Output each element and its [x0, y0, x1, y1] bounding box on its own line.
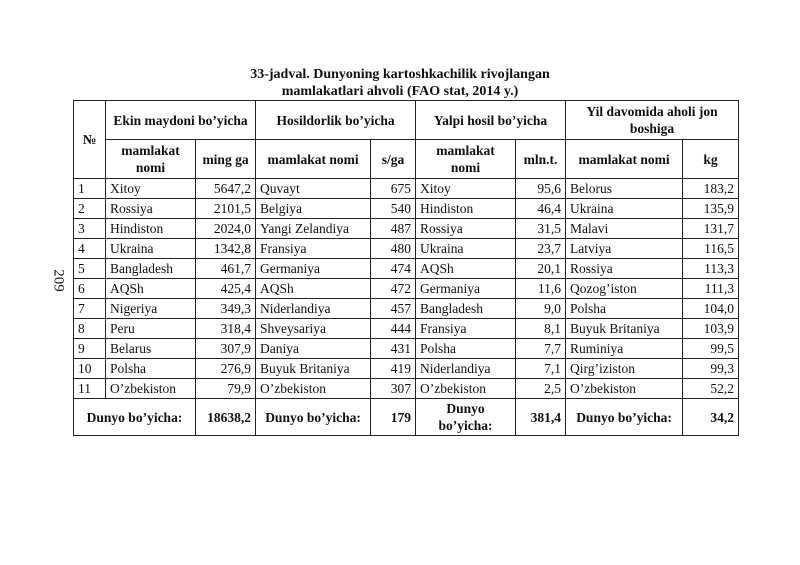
- header-row-subcolumns: [74, 140, 739, 179]
- table-row: [74, 199, 739, 219]
- yield-country: Germaniya: [256, 259, 371, 279]
- per-capita-country: Malavi: [566, 219, 683, 239]
- yield-value: 480: [371, 239, 416, 259]
- per-capita-country: Qirg’iziston: [566, 359, 683, 379]
- table-row: [74, 219, 739, 239]
- per-capita-value: 111,3: [683, 279, 739, 299]
- per-capita-value: 183,2: [683, 179, 739, 199]
- harvest-value: 46,4: [516, 199, 566, 219]
- area-value: 2101,5: [196, 199, 256, 219]
- harvest-country: Germaniya: [416, 279, 516, 299]
- row-number: 11: [74, 379, 106, 399]
- table-row: [74, 279, 739, 299]
- area-country: Xitoy: [106, 179, 196, 199]
- row-number: 3: [74, 219, 106, 239]
- header-per-capita: Yil davomida aholi jon boshiga: [566, 101, 739, 140]
- per-capita-country: Latviya: [566, 239, 683, 259]
- table-row: [74, 319, 739, 339]
- header-unit-1: ming ga: [196, 140, 256, 179]
- yield-value: 540: [371, 199, 416, 219]
- harvest-value: 20,1: [516, 259, 566, 279]
- per-capita-value: 131,7: [683, 219, 739, 239]
- area-value: 79,9: [196, 379, 256, 399]
- harvest-country: Polsha: [416, 339, 516, 359]
- area-value: 307,9: [196, 339, 256, 359]
- total-value-3: 381,4: [516, 399, 566, 436]
- area-value: 318,4: [196, 319, 256, 339]
- row-number: 7: [74, 299, 106, 319]
- per-capita-value: 99,5: [683, 339, 739, 359]
- area-country: Rossiya: [106, 199, 196, 219]
- per-capita-value: 116,5: [683, 239, 739, 259]
- yield-value: 675: [371, 179, 416, 199]
- harvest-value: 7,7: [516, 339, 566, 359]
- table-row: [74, 299, 739, 319]
- yield-country: Buyuk Britaniya: [256, 359, 371, 379]
- area-value: 461,7: [196, 259, 256, 279]
- total-value-1: 18638,2: [196, 399, 256, 436]
- potato-statistics-table: [73, 100, 739, 436]
- harvest-value: 31,5: [516, 219, 566, 239]
- table-row: [74, 259, 739, 279]
- per-capita-country: Polsha: [566, 299, 683, 319]
- table-row: [74, 179, 739, 199]
- table-row: [74, 339, 739, 359]
- area-country: Belarus: [106, 339, 196, 359]
- table-row: [74, 239, 739, 259]
- harvest-country: Fransiya: [416, 319, 516, 339]
- total-label-1: Dunyo bo’yicha:: [74, 399, 196, 436]
- title-line-2: mamlakatlari ahvoli (FAO stat, 2014 y.): [281, 84, 519, 99]
- per-capita-value: 52,2: [683, 379, 739, 399]
- per-capita-value: 103,9: [683, 319, 739, 339]
- row-number: 4: [74, 239, 106, 259]
- area-country: Nigeriya: [106, 299, 196, 319]
- yield-country: AQSh: [256, 279, 371, 299]
- yield-country: Niderlandiya: [256, 299, 371, 319]
- per-capita-value: 104,0: [683, 299, 739, 319]
- area-country: AQSh: [106, 279, 196, 299]
- per-capita-country: O’zbekiston: [566, 379, 683, 399]
- harvest-country: Hindiston: [416, 199, 516, 219]
- area-country: Ukraina: [106, 239, 196, 259]
- yield-country: Belgiya: [256, 199, 371, 219]
- yield-country: Quvayt: [256, 179, 371, 199]
- table-body: [74, 179, 739, 399]
- header-gross-harvest: Yalpi hosil bo’yicha: [416, 101, 566, 140]
- table-row: [74, 379, 739, 399]
- table-title: [0, 66, 800, 100]
- yield-value: 474: [371, 259, 416, 279]
- area-value: 349,3: [196, 299, 256, 319]
- per-capita-country: Qozog’iston: [566, 279, 683, 299]
- total-value-4: 34,2: [683, 399, 739, 436]
- header-area: Ekin maydoni bo’yicha: [106, 101, 256, 140]
- harvest-value: 2,5: [516, 379, 566, 399]
- area-value: 5647,2: [196, 179, 256, 199]
- header-country-4: mamlakat nomi: [566, 140, 683, 179]
- yield-country: Yangi Zelandiya: [256, 219, 371, 239]
- per-capita-country: Ukraina: [566, 199, 683, 219]
- harvest-value: 7,1: [516, 359, 566, 379]
- yield-country: O’zbekiston: [256, 379, 371, 399]
- yield-country: Daniya: [256, 339, 371, 359]
- harvest-value: 9,0: [516, 299, 566, 319]
- header-unit-4: kg: [683, 140, 739, 179]
- per-capita-value: 135,9: [683, 199, 739, 219]
- row-number: 6: [74, 279, 106, 299]
- area-country: Hindiston: [106, 219, 196, 239]
- per-capita-country: Belorus: [566, 179, 683, 199]
- harvest-country: Bangladesh: [416, 299, 516, 319]
- title-line-1: 33-jadval. Dunyoning kartoshkachilik rivojlangan: [250, 67, 550, 82]
- area-value: 425,4: [196, 279, 256, 299]
- row-number: 9: [74, 339, 106, 359]
- yield-value: 419: [371, 359, 416, 379]
- yield-value: 472: [371, 279, 416, 299]
- header-country-3: mamlakat nomi: [416, 140, 516, 179]
- totals-row: [74, 399, 739, 436]
- yield-value: 444: [371, 319, 416, 339]
- area-value: 2024,0: [196, 219, 256, 239]
- per-capita-country: Ruminiya: [566, 339, 683, 359]
- per-capita-value: 113,3: [683, 259, 739, 279]
- header-unit-3: mln.t.: [516, 140, 566, 179]
- header-country-1: mamlakat nomi: [106, 140, 196, 179]
- per-capita-country: Rossiya: [566, 259, 683, 279]
- table-row: [74, 359, 739, 379]
- harvest-value: 8,1: [516, 319, 566, 339]
- area-country: Polsha: [106, 359, 196, 379]
- header-number: №: [74, 101, 106, 179]
- row-number: 2: [74, 199, 106, 219]
- yield-country: Fransiya: [256, 239, 371, 259]
- total-label-4: Dunyo bo’yicha:: [566, 399, 683, 436]
- harvest-value: 23,7: [516, 239, 566, 259]
- row-number: 5: [74, 259, 106, 279]
- harvest-country: AQSh: [416, 259, 516, 279]
- header-country-2: mamlakat nomi: [256, 140, 371, 179]
- harvest-country: Ukraina: [416, 239, 516, 259]
- header-yield: Hosildorlik bo’yicha: [256, 101, 416, 140]
- row-number: 8: [74, 319, 106, 339]
- yield-value: 307: [371, 379, 416, 399]
- yield-country: Shveysariya: [256, 319, 371, 339]
- harvest-value: 11,6: [516, 279, 566, 299]
- harvest-country: Xitoy: [416, 179, 516, 199]
- page-number: 209: [50, 269, 67, 292]
- area-country: O’zbekiston: [106, 379, 196, 399]
- total-value-2: 179: [371, 399, 416, 436]
- total-label-3: Dunyo bo’yicha:: [416, 399, 516, 436]
- row-number: 1: [74, 179, 106, 199]
- harvest-value: 95,6: [516, 179, 566, 199]
- harvest-country: O’zbekiston: [416, 379, 516, 399]
- total-label-2: Dunyo bo’yicha:: [256, 399, 371, 436]
- header-unit-2: s/ga: [371, 140, 416, 179]
- harvest-country: Niderlandiya: [416, 359, 516, 379]
- yield-value: 431: [371, 339, 416, 359]
- area-country: Bangladesh: [106, 259, 196, 279]
- area-value: 276,9: [196, 359, 256, 379]
- per-capita-country: Buyuk Britaniya: [566, 319, 683, 339]
- area-country: Peru: [106, 319, 196, 339]
- harvest-country: Rossiya: [416, 219, 516, 239]
- yield-value: 457: [371, 299, 416, 319]
- header-row-groups: [74, 101, 739, 140]
- area-value: 1342,8: [196, 239, 256, 259]
- per-capita-value: 99,3: [683, 359, 739, 379]
- yield-value: 487: [371, 219, 416, 239]
- row-number: 10: [74, 359, 106, 379]
